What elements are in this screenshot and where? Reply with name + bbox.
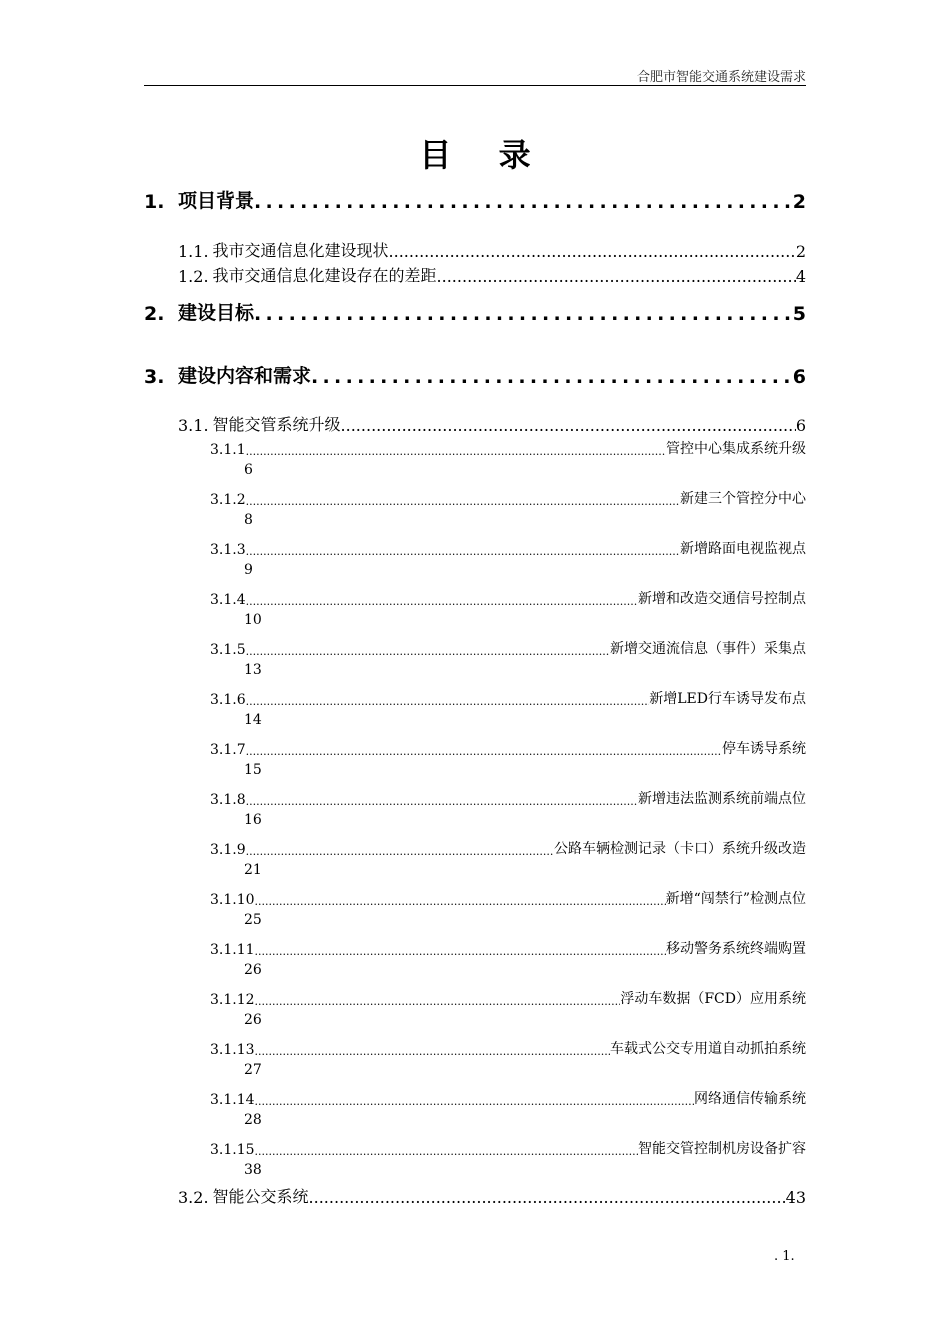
toc-entry-number: 1. xyxy=(144,191,165,213)
toc-entry-title: 网络通信传输系统 xyxy=(694,1091,806,1107)
toc-entry-page: 26 xyxy=(244,1012,262,1028)
toc-entry-page: 2 xyxy=(795,242,806,261)
toc-entry-title: 智能交管控制机房设备扩容 xyxy=(638,1141,806,1157)
toc-entry-page: 5 xyxy=(792,303,806,325)
toc-leader xyxy=(246,795,638,808)
toc-entry-level2[interactable] xyxy=(144,238,806,261)
toc-entry-title: 智能公交系统 xyxy=(212,1187,309,1206)
toc-entry-page: 14 xyxy=(244,712,262,728)
toc-entry-number: 3.1.4 xyxy=(210,592,246,608)
toc-entry-number: 3.1.1 xyxy=(210,442,246,458)
toc-entry-page: 8 xyxy=(244,512,253,528)
toc-leader xyxy=(255,895,666,908)
toc-entry-page: 43 xyxy=(785,1188,806,1207)
toc-entry-page: 26 xyxy=(244,962,262,978)
toc-entry-level3[interactable] xyxy=(144,638,806,658)
toc-entry-level3[interactable] xyxy=(144,738,806,758)
toc-entry-number: 1.1. xyxy=(178,242,209,261)
page-number: . 1. xyxy=(774,1249,795,1264)
toc-leader xyxy=(246,845,554,858)
toc-entry-number: 3.1.7 xyxy=(210,742,246,758)
toc-leader xyxy=(246,645,610,658)
toc-entry-number: 3.1.3 xyxy=(210,542,246,558)
toc-entry-level3[interactable] xyxy=(144,938,806,958)
toc-entry-number: 3.1.9 xyxy=(210,842,246,858)
toc-leader xyxy=(246,445,666,458)
toc-entry-number: 3.1.11 xyxy=(210,942,255,958)
toc-entry-page: 13 xyxy=(244,662,262,678)
toc-entry-level3[interactable] xyxy=(144,488,806,508)
running-header: 合肥市智能交通系统建设需求 xyxy=(636,70,806,85)
toc-entry-level2[interactable] xyxy=(144,1184,806,1207)
toc-entry-level3[interactable] xyxy=(144,1088,806,1108)
toc-entry-page: 38 xyxy=(244,1162,262,1178)
toc-entry-page: 15 xyxy=(244,762,262,778)
toc-entry-level3[interactable] xyxy=(144,588,806,608)
toc-entry-number: 3.1.5 xyxy=(210,642,246,658)
toc-entry-page: 27 xyxy=(244,1062,262,1078)
toc-leader xyxy=(311,366,793,388)
toc-entry-title: 移动警务系统终端购置 xyxy=(666,941,806,957)
toc-entry-level3[interactable] xyxy=(144,838,806,858)
toc-entry-title: 智能交管系统升级 xyxy=(212,415,341,434)
toc-leader xyxy=(255,945,666,958)
toc-leader xyxy=(254,303,793,325)
toc-leader xyxy=(246,545,680,558)
toc-entry-number: 3.1.14 xyxy=(210,1092,255,1108)
toc-entry-number: 3.1.10 xyxy=(210,892,255,908)
toc-entry-number: 3.1.8 xyxy=(210,792,246,808)
toc-entry-title: 新建三个管控分中心 xyxy=(680,491,806,507)
toc-entry-title: 停车诱导系统 xyxy=(722,741,806,757)
toc-entry-title: 管控中心集成系统升级 xyxy=(666,441,806,457)
toc-leader xyxy=(255,1095,694,1108)
toc-entry-number: 3.1.13 xyxy=(210,1042,255,1058)
toc-entry-title: 浮动车数据（FCD）应用系统 xyxy=(620,991,806,1007)
toc-entry-number: 2. xyxy=(144,303,165,325)
toc-entry-title: 我市交通信息化建设存在的差距 xyxy=(212,266,437,285)
toc-leader xyxy=(255,1045,610,1058)
toc-entry-page: 6 xyxy=(795,416,806,435)
toc-entry-page: 2 xyxy=(792,191,806,213)
toc-entry-title: 我市交通信息化建设现状 xyxy=(212,241,389,260)
toc-entry-level3[interactable] xyxy=(144,888,806,908)
toc-leader xyxy=(246,595,638,608)
toc-entry-title: 项目背景 xyxy=(178,190,255,212)
toc-entry-page: 4 xyxy=(795,267,806,286)
toc-entry-page: 9 xyxy=(244,562,253,578)
toc-entry-level3[interactable] xyxy=(144,988,806,1008)
toc-entry-page: 6 xyxy=(244,462,253,478)
toc-leader xyxy=(341,416,796,435)
toc-entry-level3[interactable] xyxy=(144,1138,806,1158)
toc-entry-level2[interactable] xyxy=(144,412,806,435)
toc-entry-title: 建设内容和需求 xyxy=(178,365,312,387)
toc-entry-level3[interactable] xyxy=(144,688,806,708)
toc-entry-page: 16 xyxy=(244,812,262,828)
header-rule xyxy=(144,85,806,86)
toc-entry-title: 新增违法监测系统前端点位 xyxy=(638,791,806,807)
toc-entry-level3[interactable] xyxy=(144,438,806,458)
toc-leader xyxy=(246,745,722,758)
toc-entry-title: 车载式公交专用道自动抓拍系统 xyxy=(610,1041,806,1057)
toc-entry-title: 新增和改造交通信号控制点 xyxy=(638,591,806,607)
toc-leader xyxy=(389,242,796,261)
toc-entry-number: 3.1.2 xyxy=(210,492,246,508)
toc-entry-page: 21 xyxy=(244,862,262,878)
toc-entry-title: 公路车辆检测记录（卡口）系统升级改造 xyxy=(554,841,806,857)
toc-leader xyxy=(246,695,650,708)
toc-entry-level3[interactable] xyxy=(144,788,806,808)
toc-entry-page: 25 xyxy=(244,912,262,928)
toc-entry-number: 1.2. xyxy=(178,267,209,286)
toc-title: 目 录 xyxy=(419,136,549,174)
toc-entry-level3[interactable] xyxy=(144,538,806,558)
toc-entry-level1[interactable] xyxy=(144,361,806,388)
toc-entry-page: 10 xyxy=(244,612,262,628)
toc-entry-number: 3. xyxy=(144,366,165,388)
toc-entry-level2[interactable] xyxy=(144,263,806,286)
toc-leader xyxy=(309,1188,786,1207)
toc-entry-level1[interactable] xyxy=(144,298,806,325)
toc-entry-title: 建设目标 xyxy=(178,302,255,324)
toc-entry-level1[interactable] xyxy=(144,186,806,213)
toc-entry-title: 新增路面电视监视点 xyxy=(680,541,806,557)
toc-leader xyxy=(255,1145,638,1158)
toc-entry-title: 新增“闯禁行”检测点位 xyxy=(665,891,806,907)
toc-entry-page: 6 xyxy=(792,366,806,388)
toc-entry-number: 3.1.6 xyxy=(210,692,246,708)
toc-entry-level3[interactable] xyxy=(144,1038,806,1058)
toc-entry-number: 3.1.12 xyxy=(210,992,255,1008)
toc-entry-number: 3.2. xyxy=(178,1188,209,1207)
toc-leader xyxy=(255,995,621,1008)
toc-entry-page: 28 xyxy=(244,1112,262,1128)
toc-leader xyxy=(246,495,680,508)
toc-leader xyxy=(437,267,796,286)
toc-leader xyxy=(254,191,793,213)
toc-entry-number: 3.1. xyxy=(178,416,209,435)
toc-entry-title: 新增LED行车诱导发布点 xyxy=(649,691,806,707)
toc-entry-title: 新增交通流信息（事件）采集点 xyxy=(610,641,806,657)
toc-entry-number: 3.1.15 xyxy=(210,1142,255,1158)
